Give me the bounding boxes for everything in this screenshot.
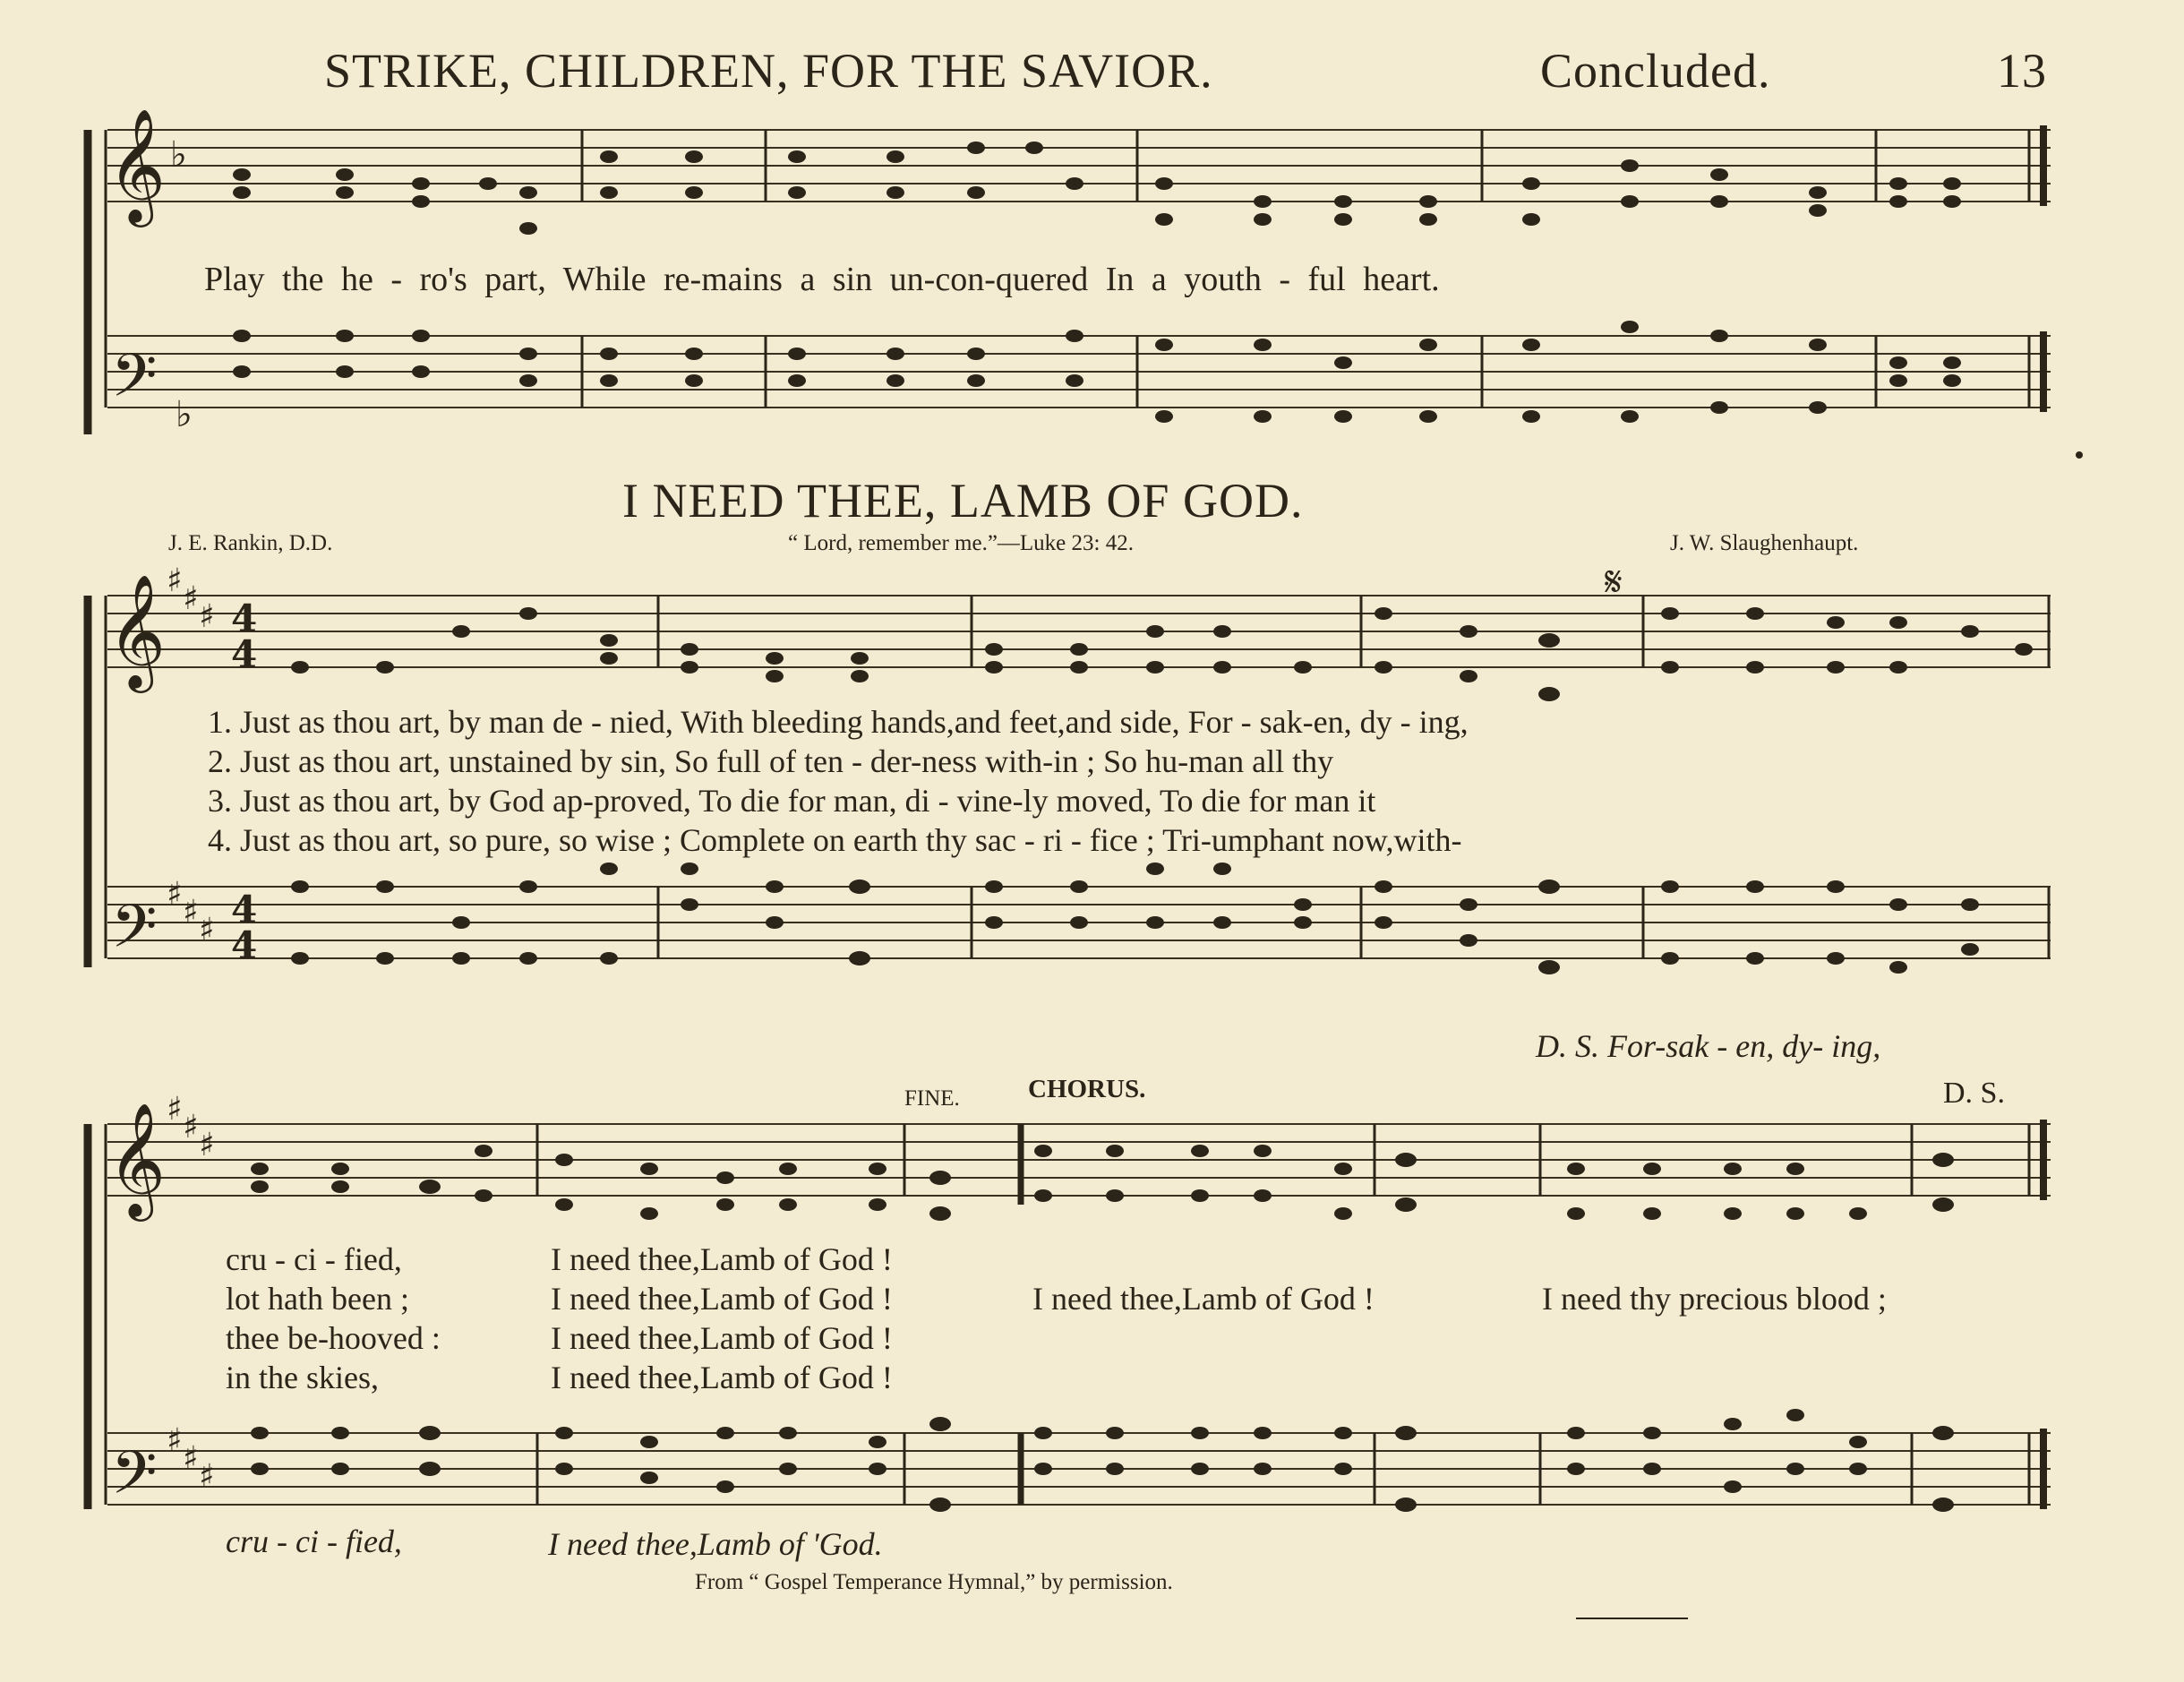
svg-text:4: 4 <box>231 888 258 931</box>
svg-text:♯: ♯ <box>167 876 183 913</box>
hymn-composer: J. W. Slaughenhaupt. <box>1670 531 1859 555</box>
svg-text:♯: ♯ <box>167 1091 183 1128</box>
verse-ending-4: in the skies, <box>226 1360 379 1395</box>
refrain-line-2: I need thee,Lamb of God ! <box>551 1281 893 1317</box>
verse-ending-3: thee be-hooved : <box>226 1320 441 1356</box>
svg-text:♭: ♭ <box>170 134 187 176</box>
svg-text:♯: ♯ <box>199 1458 215 1495</box>
refrain-line-4: I need thee,Lamb of God ! <box>551 1360 893 1395</box>
scripture-reference: “ Lord, remember me.”—Luke 23: 42. <box>788 531 1134 555</box>
bass-lyric-crucified: cru - ci - fied, <box>226 1523 402 1559</box>
verse-ending-1: cru - ci - fied, <box>226 1241 402 1277</box>
refrain-line-1: I need thee,Lamb of God ! <box>551 1241 893 1277</box>
svg-text:♯: ♯ <box>199 1127 215 1163</box>
svg-text:♯: ♯ <box>183 1109 199 1146</box>
chorus-line-2: I need thy precious blood ; <box>1542 1281 1887 1317</box>
verse-ending-2: lot hath been ; <box>226 1281 409 1317</box>
ds-bass-lyric: D. S. For-sak - en, dy- ing, <box>1536 1028 1881 1064</box>
svg-text:♯: ♯ <box>183 580 199 617</box>
verse-4: 4. Just as thou art, so pure, so wise ; Complete on earth thy sac - ri - fice ; Tri-umphant now,with- <box>208 822 1462 858</box>
svg-text:♭: ♭ <box>176 394 193 435</box>
svg-text:4: 4 <box>231 923 258 967</box>
svg-text:♯: ♯ <box>167 1422 183 1459</box>
ds-marker: D. S. <box>1943 1077 2005 1110</box>
system3-notes <box>251 1145 1954 1512</box>
svg-text:♯: ♯ <box>183 1440 199 1477</box>
system1-treble-staff <box>107 130 2051 202</box>
hymn-author: J. E. Rankin, D.D. <box>168 531 333 555</box>
concluded-label: Concluded. <box>1540 44 1771 98</box>
verse-3: 3. Just as thou art, by God ap-proved, To die for man, di - vine-ly moved, To die for man it <box>208 783 1376 819</box>
verse-1: 1. Just as thou art, by man de - nied, With bleeding hands,and feet,and side, For - sak-en, dy - ing, <box>208 704 1469 740</box>
chorus-marker: CHORUS. <box>1028 1075 1146 1103</box>
svg-text:𝄞: 𝄞 <box>107 573 167 688</box>
system1-lyrics: Play the he - ro's part, While re-mains a sin un-con-quered In a youth - ful heart. <box>204 261 1440 298</box>
fine-marker: FINE. <box>904 1086 960 1111</box>
svg-text:𝄋: 𝄋 <box>1605 557 1623 605</box>
hymn-title: I NEED THEE, LAMB OF GOD. <box>622 474 1304 528</box>
svg-text:♯: ♯ <box>183 894 199 931</box>
time-signature <box>116 546 118 547</box>
system3-bass-staff <box>107 1433 2051 1505</box>
svg-text:𝄞: 𝄞 <box>107 1102 167 1216</box>
refrain-line-3: I need thee,Lamb of God ! <box>551 1320 893 1356</box>
svg-text:♯: ♯ <box>199 912 215 948</box>
svg-text:𝄢: 𝄢 <box>111 341 158 425</box>
verse-2: 2. Just as thou art, unstained by sin, So full of ten - der-ness with-in ; So hu-man all thy <box>208 743 1334 779</box>
svg-text:4: 4 <box>231 632 258 676</box>
svg-text:𝄞: 𝄞 <box>107 107 167 222</box>
bass-lyric-refrain: I need thee,Lamb of 'God. <box>548 1526 883 1562</box>
footer-credit: From “ Gospel Temperance Hymnal,” by permission. <box>695 1570 1173 1594</box>
system2-treble-staff <box>107 596 2051 667</box>
chorus-line-1: I need thee,Lamb of God ! <box>1032 1281 1375 1317</box>
page-number: 13 <box>1997 44 2047 98</box>
svg-text:𝄢: 𝄢 <box>111 892 158 975</box>
song-title: STRIKE, CHILDREN, FOR THE SAVIOR. <box>324 44 1213 98</box>
system1-bass-staff <box>107 336 2051 408</box>
svg-text:♯: ♯ <box>167 562 183 599</box>
svg-text:♯: ♯ <box>199 598 215 635</box>
svg-text:4: 4 <box>231 596 258 640</box>
system3-treble-staff <box>107 1124 2051 1196</box>
svg-text:𝄢: 𝄢 <box>111 1438 158 1522</box>
